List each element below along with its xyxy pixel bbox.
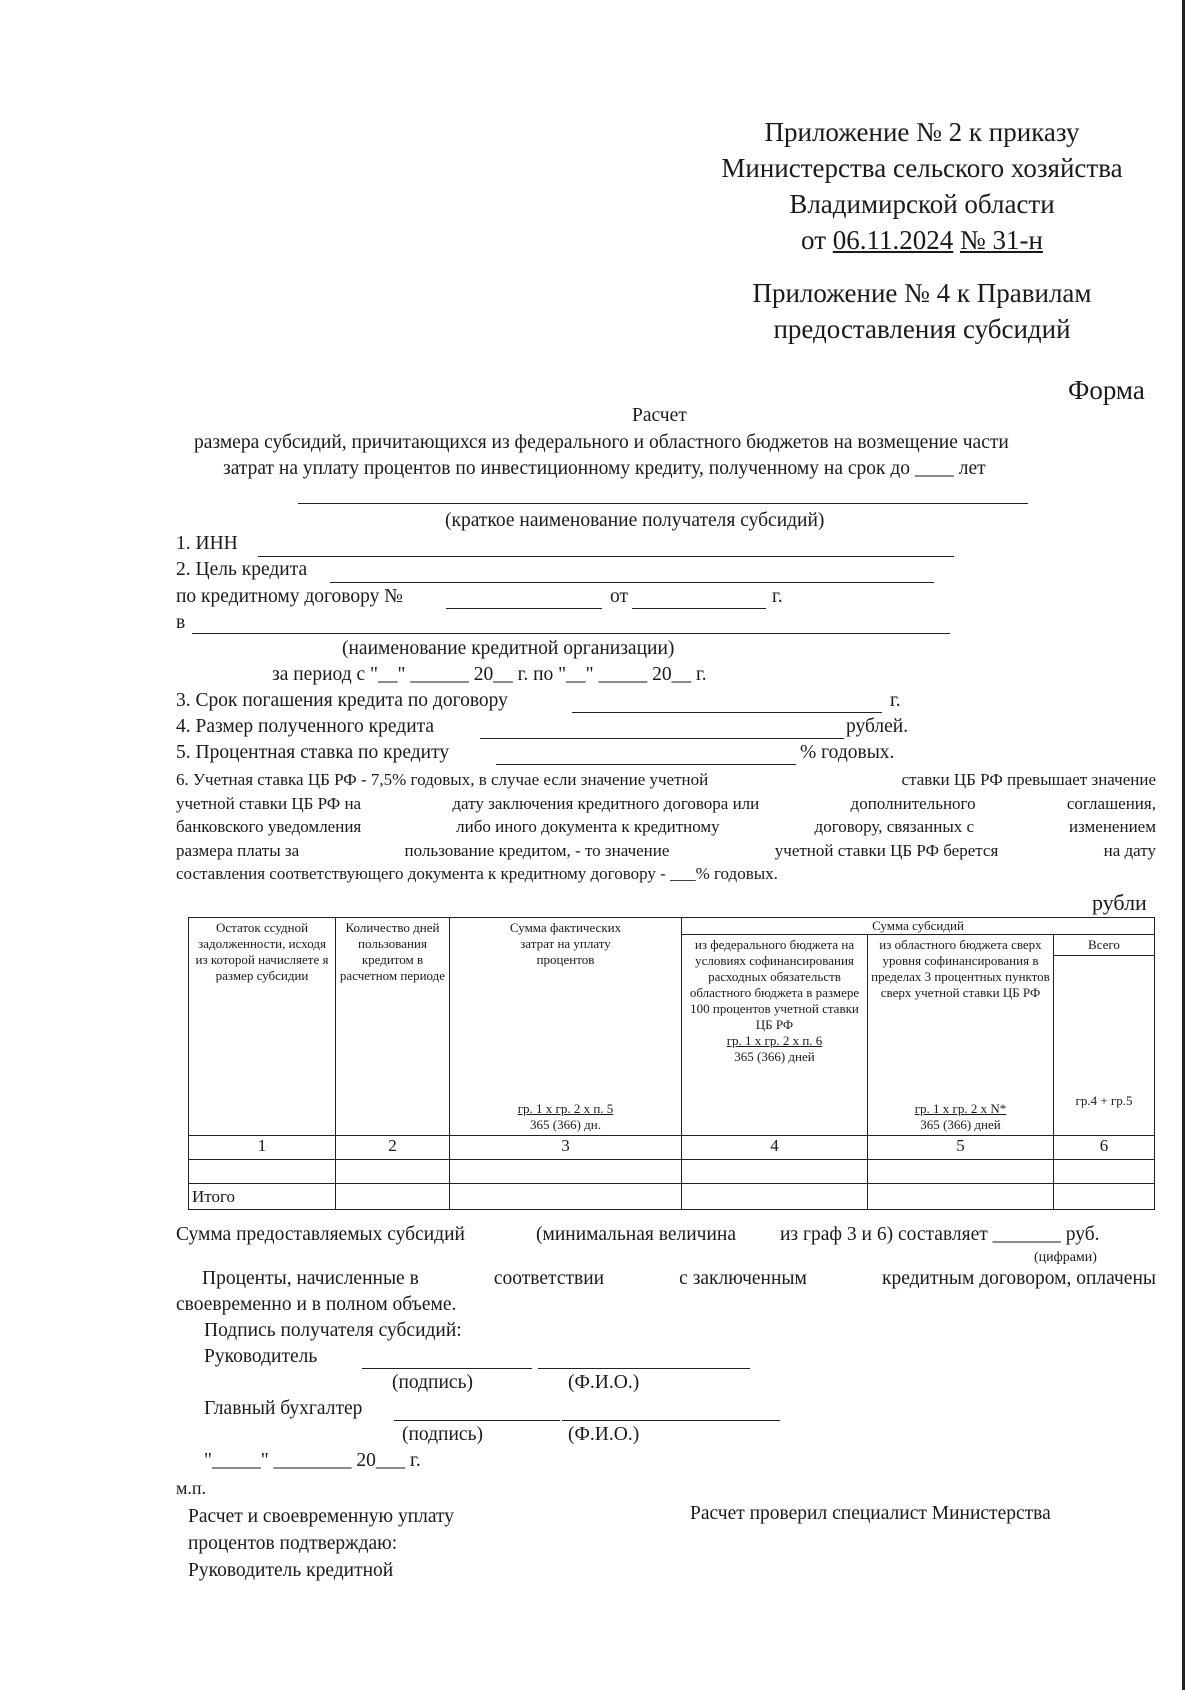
order-attachment-line: Владимирской области bbox=[789, 189, 1055, 219]
header-title: Сумма фактических затрат на уплату процентов bbox=[509, 920, 622, 967]
inn-field[interactable] bbox=[258, 556, 954, 557]
paragraph-6-line bbox=[176, 862, 1156, 886]
header-title: из федерального бюджета на условиях софинансирования расходных обязательств областного бюджета в размере 100 процентов учетной ставки ЦБ РФ bbox=[689, 937, 860, 1032]
order-number: № 31-н bbox=[960, 225, 1043, 255]
formula-top: гр. 1 х гр. 2 х п. 5 bbox=[517, 1101, 614, 1116]
bank-in-label: в bbox=[176, 612, 186, 633]
formula-top: гр. 1 х гр. 2 х п. 6 bbox=[726, 1033, 823, 1048]
rules-attachment-header bbox=[712, 275, 1132, 347]
column-number: 2 bbox=[336, 1136, 450, 1160]
paragraph-text: договору, связанных с bbox=[814, 817, 975, 836]
signature-recipient-label: Подпись получателя субсидий: bbox=[204, 1320, 462, 1341]
agreement-year-label: г. bbox=[772, 586, 783, 607]
formula-bottom: 365 (366) дней bbox=[920, 1117, 1001, 1132]
confirm-block bbox=[188, 1503, 454, 1584]
confirm-line: Руководитель кредитной bbox=[188, 1560, 394, 1581]
credit-purpose-field[interactable] bbox=[330, 582, 934, 583]
credit-agreement-label: по кредитному договору № bbox=[176, 586, 403, 607]
paragraph-text: ставки ЦБ РФ превышает значение bbox=[901, 770, 1156, 789]
agreement-date-field[interactable] bbox=[632, 608, 766, 609]
header-cell-col3 bbox=[450, 918, 682, 1136]
header-title: из областного бюджета сверх уровня софинансирования в пределах 3 процентных пунктов сверх учетной ставки ЦБ РФ bbox=[871, 937, 1050, 1000]
rules-attachment-line: Приложение № 4 к Правилам bbox=[752, 278, 1092, 308]
table-unit: рубли bbox=[1092, 890, 1147, 915]
paragraph-text: дополнительного bbox=[850, 793, 976, 813]
formula-bottom: 365 (366) дней bbox=[734, 1049, 815, 1064]
column-number: 3 bbox=[450, 1136, 682, 1160]
recipient-caption: (краткое наименование получателя субсидий) bbox=[445, 510, 825, 531]
interest-paid-line bbox=[176, 1268, 1156, 1290]
credit-purpose-label: 2. Цель кредита bbox=[176, 559, 308, 580]
agreement-from-label: от bbox=[610, 586, 629, 607]
paragraph-6-line bbox=[176, 792, 1156, 816]
chief-accountant-label: Главный бухгалтер bbox=[204, 1398, 363, 1419]
signature-caption: (подпись) bbox=[392, 1372, 473, 1393]
page-edge-line bbox=[1182, 0, 1185, 1690]
order-date-line bbox=[712, 222, 1132, 258]
order-attachment-line: Приложение № 2 к приказу bbox=[764, 117, 1080, 147]
head-name-field[interactable] bbox=[538, 1368, 750, 1369]
checked-by-label: Расчет проверил специалист Министерства bbox=[690, 1503, 1051, 1524]
interest-rate-label: 5. Процентная ставка по кредиту bbox=[176, 742, 450, 763]
order-attachment-header bbox=[712, 114, 1132, 258]
table-cell[interactable] bbox=[336, 1160, 450, 1184]
paragraph-text: учетной ставки ЦБ РФ на bbox=[176, 793, 362, 813]
title-line: затрат на уплату процентов по инвестиционному кредиту, полученному на срок до ____ лет bbox=[223, 458, 986, 479]
title-line: размера субсидий, причитающихся из федерального и областного бюджетов на возмещение части bbox=[194, 432, 1009, 453]
paragraph-6 bbox=[176, 768, 1156, 886]
table-cell[interactable] bbox=[336, 1184, 450, 1210]
column-number: 5 bbox=[868, 1136, 1054, 1160]
date-line: "_____" ________ 20___ г. bbox=[204, 1450, 421, 1471]
period-line: за период с "__" ______ 20__ г. по "__" _____ 20__ г. bbox=[272, 664, 707, 685]
column-number: 4 bbox=[682, 1136, 868, 1160]
paragraph-text: банковского уведомления bbox=[176, 817, 362, 836]
subsidy-calculation-table bbox=[188, 917, 1155, 1210]
stamp-label: м.п. bbox=[176, 1478, 207, 1498]
total-row bbox=[189, 1184, 1155, 1210]
interest-paid-text: кредитным договором, оплачены bbox=[881, 1268, 1156, 1289]
header-cell-col6 bbox=[1054, 935, 1155, 1136]
accountant-name-field[interactable] bbox=[562, 1420, 780, 1421]
column-number-row bbox=[189, 1136, 1155, 1160]
column-number: 6 bbox=[1054, 1136, 1155, 1160]
repayment-term-label: 3. Срок погашения кредита по договору bbox=[176, 690, 508, 711]
header-cell-col1: Остаток ссудной задолженности, исходя из которой начисляете я размер субсидии bbox=[189, 918, 336, 1136]
accountant-signature-field[interactable] bbox=[394, 1420, 560, 1421]
repayment-year-label: г. bbox=[890, 690, 901, 711]
interest-rate-field[interactable] bbox=[496, 764, 796, 765]
table-cell[interactable] bbox=[1054, 1184, 1155, 1210]
head-label: Руководитель bbox=[204, 1346, 318, 1367]
formula-top: гр. 1 х гр. 2 х N* bbox=[914, 1101, 1007, 1116]
title-line: Расчет bbox=[632, 405, 687, 426]
paragraph-text: соглашения, bbox=[1066, 793, 1156, 813]
loan-amount-unit: рублей. bbox=[846, 716, 909, 737]
loan-amount-field[interactable] bbox=[480, 738, 844, 739]
form-label: Форма bbox=[1068, 375, 1145, 405]
formula: гр.4 + гр.5 bbox=[1075, 1093, 1133, 1108]
confirm-line: процентов подтверждаю: bbox=[188, 1533, 398, 1554]
table-row bbox=[189, 1160, 1155, 1184]
paragraph-text: учетной ставки ЦБ РФ берется bbox=[774, 840, 999, 860]
bank-caption: (наименование кредитной организации) bbox=[342, 638, 675, 659]
sum-text: Сумма предоставляемых субсидий bbox=[176, 1224, 465, 1245]
paragraph-6-line bbox=[176, 839, 1156, 863]
header-cell-col4 bbox=[682, 935, 868, 1136]
paragraph-6-line bbox=[176, 815, 1156, 839]
name-caption: (Ф.И.О.) bbox=[568, 1424, 640, 1445]
table-cell[interactable] bbox=[1054, 1160, 1155, 1184]
head-signature-field[interactable] bbox=[362, 1368, 532, 1369]
subsidy-group-header: Сумма субсидий bbox=[682, 918, 1155, 935]
paragraph-text: на дату bbox=[1103, 840, 1156, 860]
interest-rate-unit: % годовых. bbox=[800, 742, 895, 763]
table-cell[interactable] bbox=[450, 1160, 682, 1184]
table-header-row bbox=[189, 918, 1155, 935]
column-number: 1 bbox=[189, 1136, 336, 1160]
interest-paid-text: соответствии bbox=[493, 1268, 605, 1289]
formula-bottom: 365 (366) дн. bbox=[530, 1117, 601, 1132]
rules-attachment-line: предоставления субсидий bbox=[773, 314, 1071, 344]
confirm-line: Расчет и своевременную уплату bbox=[188, 1506, 455, 1527]
paragraph-text: дату заключения кредитного договора или bbox=[452, 793, 760, 813]
table-cell[interactable] bbox=[868, 1184, 1054, 1210]
table-cell[interactable] bbox=[189, 1160, 336, 1184]
paragraph-6-line bbox=[176, 768, 1156, 792]
order-date: 06.11.2024 bbox=[832, 225, 954, 255]
name-caption: (Ф.И.О.) bbox=[568, 1372, 640, 1393]
paragraph-text: пользование кредитом, - то значение bbox=[404, 840, 670, 860]
paragraph-text: размера платы за bbox=[176, 840, 300, 860]
header-cell-col2: Количество дней пользования кредитом в расчетном периоде bbox=[336, 918, 450, 1136]
sum-text-3: из граф 3 и 6) составляет _______ руб. bbox=[780, 1224, 1100, 1245]
header-title: Всего bbox=[1054, 935, 1154, 956]
interest-paid-text: Проценты, начисленные в bbox=[202, 1268, 419, 1289]
table-cell[interactable] bbox=[682, 1184, 868, 1210]
total-label: Итого bbox=[189, 1184, 336, 1210]
inn-label: 1. ИНН bbox=[176, 533, 238, 554]
recipient-name-line[interactable] bbox=[298, 503, 1028, 504]
table-cell[interactable] bbox=[450, 1184, 682, 1210]
repayment-term-field[interactable] bbox=[572, 712, 882, 713]
order-from: от bbox=[801, 225, 826, 255]
digits-caption: (цифрами) bbox=[1034, 1250, 1097, 1265]
signature-caption: (подпись) bbox=[402, 1424, 483, 1445]
interest-paid-line-2: своевременно и в полном объеме. bbox=[176, 1294, 457, 1315]
order-attachment-line: Министерства сельского хозяйства bbox=[721, 153, 1123, 183]
loan-amount-label: 4. Размер полученного кредита bbox=[176, 716, 435, 737]
table-cell[interactable] bbox=[682, 1160, 868, 1184]
table-cell[interactable] bbox=[868, 1160, 1054, 1184]
interest-paid-text: с заключенным bbox=[679, 1268, 807, 1289]
bank-name-field[interactable] bbox=[192, 633, 950, 634]
sum-text-2: (минимальная величина bbox=[536, 1224, 736, 1245]
paragraph-text: изменением bbox=[1068, 817, 1156, 836]
agreement-number-field[interactable] bbox=[446, 608, 602, 609]
paragraph-text: 6. Учетная ставка ЦБ РФ - 7,5% годовых, в случае если значение учетной bbox=[176, 770, 709, 789]
paragraph-text: либо иного документа к кредитному bbox=[456, 817, 720, 836]
header-cell-col5 bbox=[868, 935, 1054, 1136]
paragraph-text: составления соответствующего документа к кредитному договору - ___% годовых. bbox=[176, 864, 778, 883]
